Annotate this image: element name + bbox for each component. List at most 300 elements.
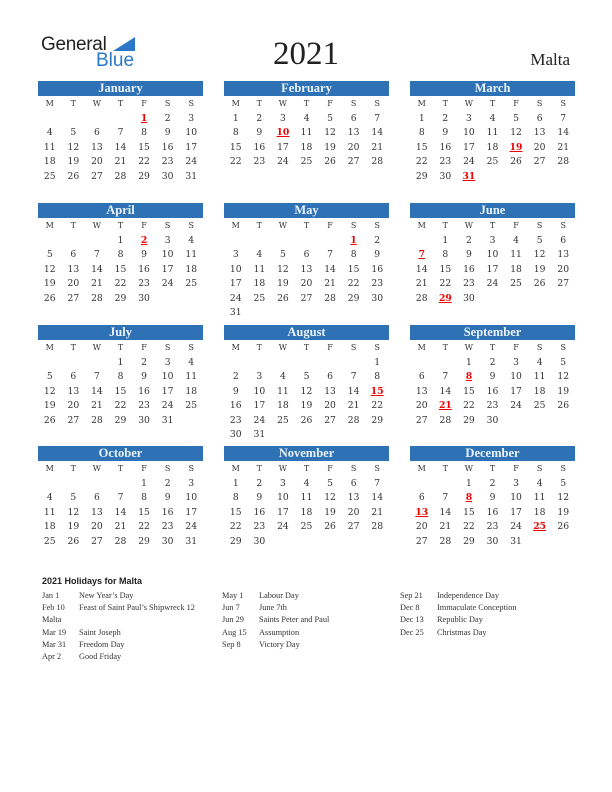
weekday-header: S (560, 221, 566, 230)
day: 31 (229, 307, 242, 318)
day: 29 (138, 535, 150, 547)
day: 22 (138, 156, 150, 167)
month-may (224, 203, 389, 321)
holiday-row (400, 614, 517, 626)
day: 19 (67, 156, 80, 167)
weekday-header: F (141, 464, 147, 473)
empty-cell (434, 356, 458, 371)
weekday-header: S (350, 343, 357, 352)
day: 9 (141, 249, 147, 260)
day: 19 (67, 521, 80, 532)
day: 14 (91, 385, 103, 397)
day: 28 (415, 292, 428, 304)
page-title: 2021 (273, 36, 339, 72)
day: 18 (43, 156, 56, 167)
day: 29 (114, 414, 127, 426)
day: 28 (439, 535, 452, 547)
empty-cell (318, 234, 342, 249)
day: 22 (229, 156, 242, 167)
day: 3 (465, 112, 472, 124)
day: 3 (164, 234, 171, 246)
holiday-name: Assumption (259, 627, 300, 637)
day: 26 (510, 156, 522, 167)
holiday-column (400, 590, 517, 639)
holiday-row (222, 639, 329, 651)
day: 22 (138, 521, 150, 532)
month-header: April (38, 203, 203, 218)
day: 19 (300, 400, 313, 411)
weekday-header: F (327, 464, 333, 473)
holiday-date: Jun 7 (222, 603, 240, 613)
day: 8 (141, 492, 147, 503)
day: 7 (442, 371, 449, 382)
day: 9 (232, 385, 239, 397)
day: 18 (300, 506, 313, 518)
holiday-name: Immaculate Conception (437, 603, 517, 613)
day: 13 (347, 127, 360, 138)
day: 1 (374, 356, 381, 368)
month-header: March (410, 81, 575, 96)
day: 5 (536, 234, 543, 246)
empty-cell (62, 477, 86, 492)
empty-cell (248, 356, 272, 371)
day: 8 (117, 249, 124, 260)
weekday-header: T (442, 343, 449, 352)
day: 6 (536, 112, 543, 124)
month-days-grid (38, 462, 203, 549)
weekday-header: S (374, 343, 380, 352)
day: 5 (327, 477, 333, 489)
day: 5 (70, 127, 77, 138)
day: 12 (324, 492, 336, 503)
day: 6 (70, 249, 77, 260)
day: 24 (161, 278, 174, 289)
day: 2 (164, 112, 171, 124)
day: 3 (279, 477, 286, 489)
day: 7 (560, 112, 567, 124)
day: 30 (439, 170, 452, 182)
empty-cell (410, 356, 434, 371)
day: 4 (46, 127, 53, 138)
empty-cell (85, 234, 109, 249)
day: 5 (560, 477, 567, 489)
day: 1 (232, 477, 239, 489)
holiday-column (222, 590, 329, 651)
empty-cell (38, 356, 62, 371)
weekday-header: F (141, 343, 147, 352)
day: 20 (415, 400, 428, 411)
day: 21 (415, 278, 428, 289)
weekday-header: T (489, 464, 496, 473)
day: 11 (300, 127, 313, 138)
weekday-header: W (92, 99, 102, 108)
day: 27 (347, 156, 360, 167)
day: 2 (164, 477, 171, 489)
weekday-header: S (560, 464, 566, 473)
day: 14 (114, 506, 127, 518)
day: 31 (185, 535, 198, 547)
day: 11 (43, 141, 56, 153)
holiday-name: Republic Day (437, 615, 483, 625)
day: 24 (185, 521, 198, 532)
empty-cell (271, 234, 295, 249)
day: 9 (465, 249, 472, 260)
day: 13 (300, 263, 313, 275)
day: 15 (114, 385, 127, 397)
day: 1 (442, 234, 449, 246)
weekday-header: W (92, 343, 102, 352)
day: 9 (442, 127, 449, 138)
day: 16 (486, 506, 499, 518)
day: 18 (43, 521, 56, 532)
holiday-name: June 7th (259, 603, 287, 613)
day: 9 (164, 492, 171, 503)
month-days-grid (38, 97, 203, 184)
day: 17 (277, 506, 289, 518)
day: 11 (185, 249, 198, 260)
day: 14 (91, 263, 103, 275)
day: 1 (117, 234, 124, 246)
day: 16 (463, 263, 475, 275)
day: 22 (439, 278, 452, 289)
month-header: October (38, 446, 203, 461)
day: 14 (324, 263, 336, 275)
day: 19 (557, 506, 570, 518)
day: 12 (533, 249, 546, 260)
day: 28 (91, 414, 103, 426)
day: 26 (533, 278, 546, 289)
day: 19 (324, 506, 336, 518)
month-header: August (224, 325, 389, 340)
day: 15 (229, 141, 242, 153)
day: 5 (303, 371, 310, 382)
month-header: July (38, 325, 203, 340)
holiday-row (400, 602, 517, 614)
day: 27 (415, 414, 428, 426)
day: 4 (536, 356, 543, 368)
day: 15 (138, 141, 150, 153)
holiday-row (400, 627, 517, 639)
holiday-row (42, 639, 195, 651)
month-days-grid (410, 462, 575, 549)
day: 13 (91, 141, 103, 153)
month-days-grid (38, 341, 203, 428)
weekday-header: S (536, 99, 543, 108)
day: 8 (350, 249, 357, 260)
day: 17 (510, 385, 522, 397)
holiday-name: New Year’s Day (79, 591, 134, 600)
day: 26 (43, 292, 56, 304)
weekday-header: M (231, 99, 240, 108)
day: 26 (277, 292, 289, 304)
day: 25 (277, 414, 289, 426)
day: 6 (560, 234, 567, 246)
weekday-header: S (350, 221, 357, 230)
day: 24 (277, 156, 289, 167)
day: 5 (279, 249, 286, 260)
day: 12 (300, 385, 313, 397)
day: 4 (279, 371, 286, 382)
day: 27 (91, 535, 103, 547)
weekday-header: M (45, 343, 54, 352)
holiday-day: 29 (438, 292, 452, 304)
day: 18 (277, 400, 289, 411)
weekday-header: S (350, 464, 357, 473)
day: 22 (463, 521, 475, 532)
holiday-name: Christmas Day (437, 627, 487, 637)
day: 27 (557, 278, 570, 289)
month-june (410, 203, 575, 306)
day: 25 (300, 521, 313, 532)
holiday-row (42, 602, 195, 614)
day: 26 (43, 414, 56, 426)
day: 12 (43, 385, 56, 397)
empty-cell (109, 477, 133, 492)
day: 7 (327, 249, 333, 260)
day: 9 (164, 127, 171, 138)
day: 14 (371, 492, 384, 503)
day: 15 (439, 263, 452, 275)
holiday-day: 7 (418, 249, 425, 260)
holiday-date: Feb 10 (42, 603, 65, 613)
weekday-header: S (560, 343, 566, 352)
day: 22 (229, 521, 242, 532)
day: 29 (463, 414, 475, 426)
day: 5 (46, 249, 53, 260)
holiday-day: 2 (140, 234, 148, 246)
day: 3 (513, 477, 519, 489)
day: 22 (114, 400, 127, 411)
day: 23 (229, 414, 242, 426)
day: 24 (510, 521, 522, 532)
day: 26 (67, 535, 80, 547)
day: 11 (277, 385, 289, 397)
day: 31 (161, 414, 174, 426)
weekday-header: F (513, 221, 519, 230)
weekday-header: T (442, 464, 449, 473)
day: 1 (141, 477, 147, 489)
weekday-header: W (464, 343, 474, 352)
day: 2 (256, 477, 263, 489)
day: 24 (161, 400, 174, 411)
day: 21 (91, 400, 103, 411)
empty-cell (38, 477, 62, 492)
day: 28 (557, 156, 570, 167)
holiday-day: 19 (509, 141, 523, 153)
day: 20 (67, 400, 80, 411)
day: 20 (533, 141, 546, 153)
day: 3 (256, 371, 263, 382)
day: 30 (486, 414, 499, 426)
holiday-day: 25 (533, 521, 547, 532)
weekday-header: T (442, 99, 449, 108)
day: 12 (67, 141, 80, 153)
day: 6 (70, 371, 77, 382)
day: 20 (300, 278, 313, 289)
day: 3 (232, 249, 239, 260)
weekday-header: M (231, 221, 240, 230)
empty-cell (248, 234, 272, 249)
day: 19 (557, 385, 570, 397)
day: 21 (114, 521, 127, 532)
weekday-header: T (117, 343, 124, 352)
day: 17 (161, 385, 174, 397)
weekday-header: M (417, 464, 426, 473)
day: 1 (117, 356, 124, 368)
day: 16 (486, 385, 499, 397)
holiday-day: 15 (370, 385, 384, 397)
weekday-header: M (45, 464, 54, 473)
day: 8 (141, 127, 147, 138)
day: 21 (371, 506, 384, 518)
day: 10 (277, 492, 289, 503)
day: 23 (138, 278, 150, 289)
day: 11 (43, 506, 56, 518)
day: 21 (91, 278, 103, 289)
day: 7 (117, 127, 124, 138)
day: 4 (513, 234, 519, 246)
holiday-day: 8 (465, 371, 473, 382)
weekday-header: T (70, 464, 77, 473)
day: 8 (117, 371, 124, 382)
holiday-name: Feast of Saint Paul’s Shipwreck 12 (79, 603, 195, 613)
weekday-header: S (536, 221, 543, 230)
month-days-grid (224, 219, 389, 321)
weekday-header: S (374, 99, 380, 108)
holiday-row (42, 614, 195, 626)
day: 10 (463, 127, 475, 138)
day: 6 (93, 127, 100, 138)
day: 30 (161, 170, 174, 182)
day: 9 (489, 492, 496, 503)
empty-cell (224, 356, 248, 371)
day: 26 (557, 400, 570, 411)
holiday-row (42, 651, 195, 663)
day: 11 (185, 371, 198, 382)
day: 8 (232, 127, 239, 138)
day: 16 (161, 141, 174, 153)
day: 20 (67, 278, 80, 289)
day: 26 (324, 521, 336, 532)
weekday-header: T (117, 99, 124, 108)
day: 26 (557, 521, 570, 532)
country-label: Malta (530, 50, 570, 69)
day: 7 (350, 371, 357, 382)
month-january (38, 81, 203, 184)
month-days-grid (38, 219, 203, 306)
weekday-header: T (303, 343, 310, 352)
day: 31 (185, 170, 198, 182)
day: 7 (93, 371, 100, 382)
day: 4 (303, 112, 310, 124)
day: 28 (114, 170, 127, 182)
day: 1 (232, 112, 239, 124)
day: 14 (439, 506, 452, 518)
holiday-name: Good Friday (79, 651, 122, 661)
day: 14 (371, 127, 384, 138)
holiday-date: Dec 25 (400, 627, 424, 637)
weekday-header: T (117, 221, 124, 230)
day: 24 (185, 156, 198, 167)
day: 21 (114, 156, 127, 167)
day: 21 (324, 278, 336, 289)
empty-cell (62, 234, 86, 249)
day: 12 (557, 492, 570, 503)
holiday-name: Independence Day (437, 591, 499, 600)
day: 3 (164, 356, 171, 368)
holiday-row (400, 590, 517, 602)
weekday-header: M (417, 221, 426, 230)
day: 10 (253, 385, 266, 397)
day: 24 (510, 400, 522, 411)
month-days-grid (224, 341, 389, 443)
holiday-day: 1 (140, 112, 148, 124)
holiday-date: Jun 29 (222, 615, 244, 625)
day: 28 (439, 414, 452, 426)
day: 26 (324, 156, 336, 167)
day: 15 (229, 506, 242, 518)
holiday-row (222, 614, 329, 626)
empty-cell (62, 356, 86, 371)
day: 25 (43, 170, 56, 182)
holiday-row (222, 602, 329, 614)
day: 27 (67, 414, 80, 426)
day: 29 (371, 414, 384, 426)
day: 24 (253, 414, 266, 426)
day: 28 (114, 535, 127, 547)
weekday-header: S (188, 343, 194, 352)
day: 4 (188, 234, 195, 246)
weekday-header: T (117, 464, 124, 473)
day: 2 (256, 112, 263, 124)
day: 18 (300, 141, 313, 153)
empty-cell (38, 112, 62, 127)
empty-cell (318, 356, 342, 371)
day: 14 (557, 127, 570, 138)
day: 10 (510, 371, 522, 382)
empty-cell (38, 234, 62, 249)
day: 13 (91, 506, 103, 518)
day: 17 (277, 141, 289, 153)
month-header: December (410, 446, 575, 461)
day: 24 (463, 156, 475, 167)
day: 23 (463, 278, 475, 289)
day: 16 (253, 506, 266, 518)
day: 31 (253, 429, 266, 440)
day: 10 (161, 371, 174, 382)
day: 6 (418, 371, 425, 382)
day: 28 (347, 414, 360, 426)
empty-cell (85, 356, 109, 371)
weekday-header: T (303, 464, 310, 473)
day: 7 (374, 112, 381, 124)
day: 5 (70, 492, 77, 503)
holiday-name: Victory Day (259, 639, 300, 649)
day: 11 (486, 127, 499, 138)
weekday-header: M (231, 343, 240, 352)
day: 17 (463, 141, 475, 153)
month-header: September (410, 325, 575, 340)
holiday-day: 1 (350, 234, 357, 246)
month-header: November (224, 446, 389, 461)
day: 25 (43, 535, 56, 547)
day: 1 (418, 112, 425, 124)
weekday-header: M (45, 99, 54, 108)
day: 16 (253, 141, 266, 153)
day: 4 (46, 492, 53, 503)
month-february (224, 81, 389, 170)
day: 25 (510, 278, 522, 289)
